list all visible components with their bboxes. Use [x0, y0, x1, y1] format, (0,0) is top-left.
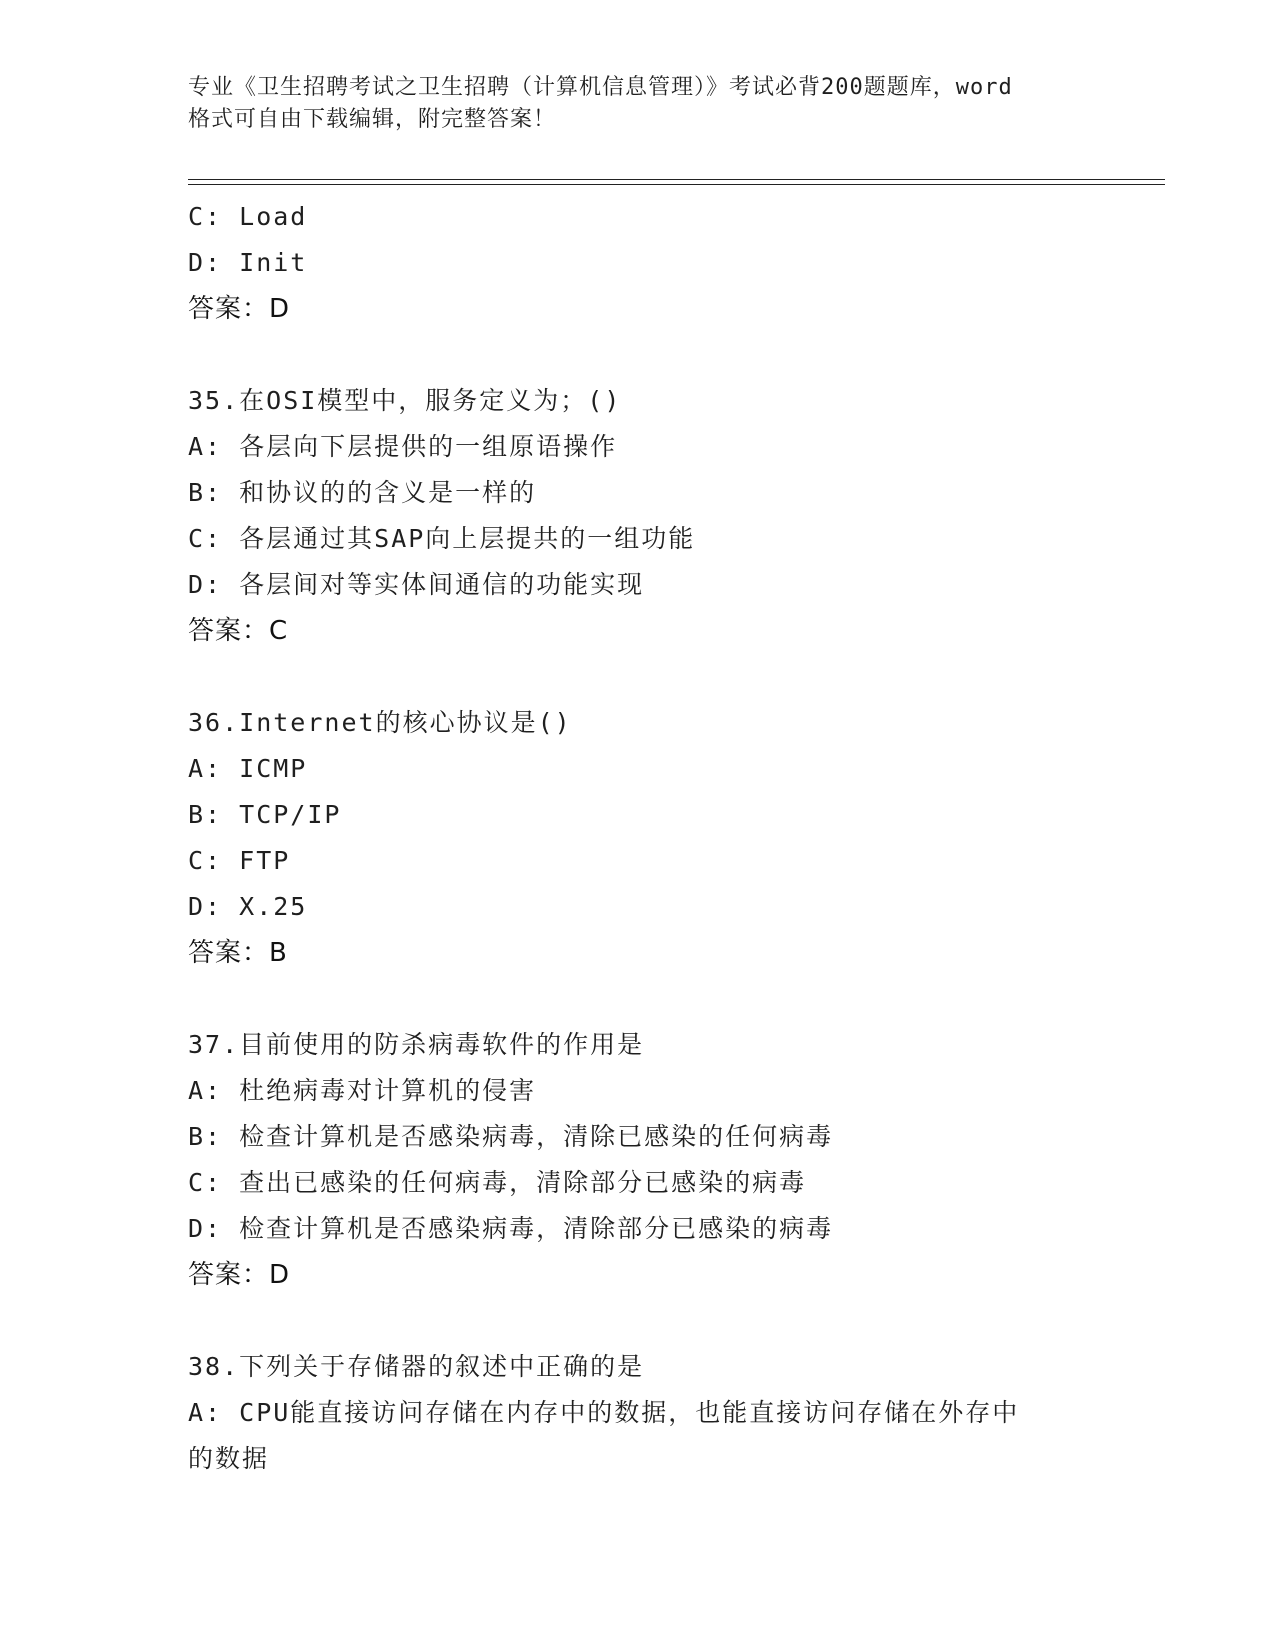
- answer-label: 答案：D: [188, 294, 291, 324]
- option-b: B: 和协议的的含义是一样的: [188, 478, 537, 507]
- question-list: [188, 194, 1088, 1482]
- option-a: A: 各层向下层提供的一组原语操作: [188, 432, 618, 461]
- question-block-37: [188, 1022, 1088, 1298]
- option-c: C: 查出已感染的任何病毒，清除部分已感染的病毒: [188, 1168, 807, 1197]
- option-d: D: 检查计算机是否感染病毒，清除部分已感染的病毒: [188, 1214, 834, 1243]
- answer-label: 答案：C: [188, 616, 289, 646]
- spacer: [188, 1298, 1088, 1344]
- header-divider-top: [188, 179, 1165, 180]
- spacer: [188, 332, 1088, 378]
- question-text: 37.目前使用的防杀病毒软件的作用是: [188, 1030, 645, 1059]
- option-b: B: TCP/IP: [188, 800, 342, 829]
- answer-label: 答案：B: [188, 938, 288, 968]
- option-d: D: Init: [188, 248, 308, 277]
- question-block-34: [188, 194, 1088, 332]
- header-line-1: 专业《卫生招聘考试之卫生招聘（计算机信息管理）》考试必背200题题库，word: [188, 75, 1013, 100]
- question-text: 36.Internet的核心协议是(): [188, 708, 572, 737]
- option-c: C: 各层通过其SAP向上层提共的一组功能: [188, 524, 696, 553]
- question-text: 35.在OSI模型中，服务定义为；(): [188, 386, 622, 415]
- option-a: A: CPU能直接访问存储在内存中的数据，也能直接访问存储在外存中: [188, 1398, 1020, 1427]
- spacer: [188, 654, 1088, 700]
- question-block-38: [188, 1344, 1088, 1482]
- option-a: A: 杜绝病毒对计算机的侵害: [188, 1076, 537, 1105]
- question-block-35: [188, 378, 1088, 654]
- header-divider-bottom: [188, 184, 1165, 185]
- option-b: B: 检查计算机是否感染病毒，清除已感染的任何病毒: [188, 1122, 834, 1151]
- option-a-continued: 的数据: [188, 1444, 270, 1473]
- answer-label: 答案：D: [188, 1260, 291, 1290]
- header-line-2: 格式可自由下载编辑，附完整答案！: [188, 107, 557, 132]
- option-d: D: X.25: [188, 892, 308, 921]
- option-d: D: 各层间对等实体间通信的功能实现: [188, 570, 645, 599]
- option-a: A: ICMP: [188, 754, 308, 783]
- spacer: [188, 976, 1088, 1022]
- document-header: [188, 72, 1088, 136]
- question-text: 38.下列关于存储器的叙述中正确的是: [188, 1352, 645, 1381]
- option-c: C: Load: [188, 202, 308, 231]
- option-c: C: FTP: [188, 846, 291, 875]
- question-block-36: [188, 700, 1088, 976]
